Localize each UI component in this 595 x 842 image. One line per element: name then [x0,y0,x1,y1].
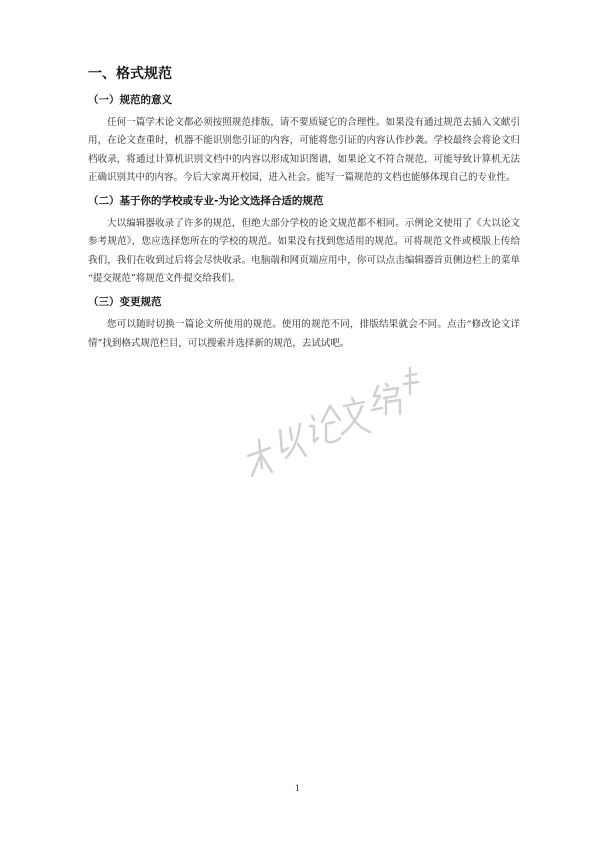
subsection-heading-1: （一）规范的意义 [88,94,172,106]
section-title: 一、格式规范 [88,66,172,82]
subsection-paragraph-1: 任何一篇学术论文都必须按照规范排版，请不要质疑它的合理性。如果没有通过规范去插入文献引用，在论文查重时，机器不能识别您引证的内容，可能将您引证的内容认作抄袭。学校最终会将论文归档收录，将通过计算机识别文档中的内容以形成知识图谱，如果论文不符合规范，可能导致计算机无法正确识别其中的内容。今后大家离开校园，进入社会。能写一篇规范的文档也能够体现自己的专业性。 [88,117,520,183]
document-body [88,64,520,359]
subsection-heading-3: （三）变更规范 [88,296,162,309]
subsection-paragraph-2: 大以编辑器收录了许多的规范，但绝大部分学校的论文规范都不相同。示例论文使用了《大以论文参考规范》，您应选择您所在的学校的规范。如果没有找到您适用的规范。可将规范文件或模版上传给我们，我们在收到过后将会尽快收录。电脑端和网页端应用中，你可以点击编辑器首页侧边栏上的菜单 “提交规范”将规范文件提交给我们。 [88,218,520,285]
subsection-heading-2: （二）基于你的学校或专业-为论文选择合适的规范 [88,195,324,208]
handwritten-watermark [240,348,420,488]
subsection-paragraph-3: 您可以随时切换一篇论文所使用的规范。使用的规范不同，排版结果就会不同。点击“修改论文详情”找到格式规范栏目，可以搜索并选择新的规范，去试试吧。 [88,319,520,349]
page-number: 1 [294,784,301,794]
